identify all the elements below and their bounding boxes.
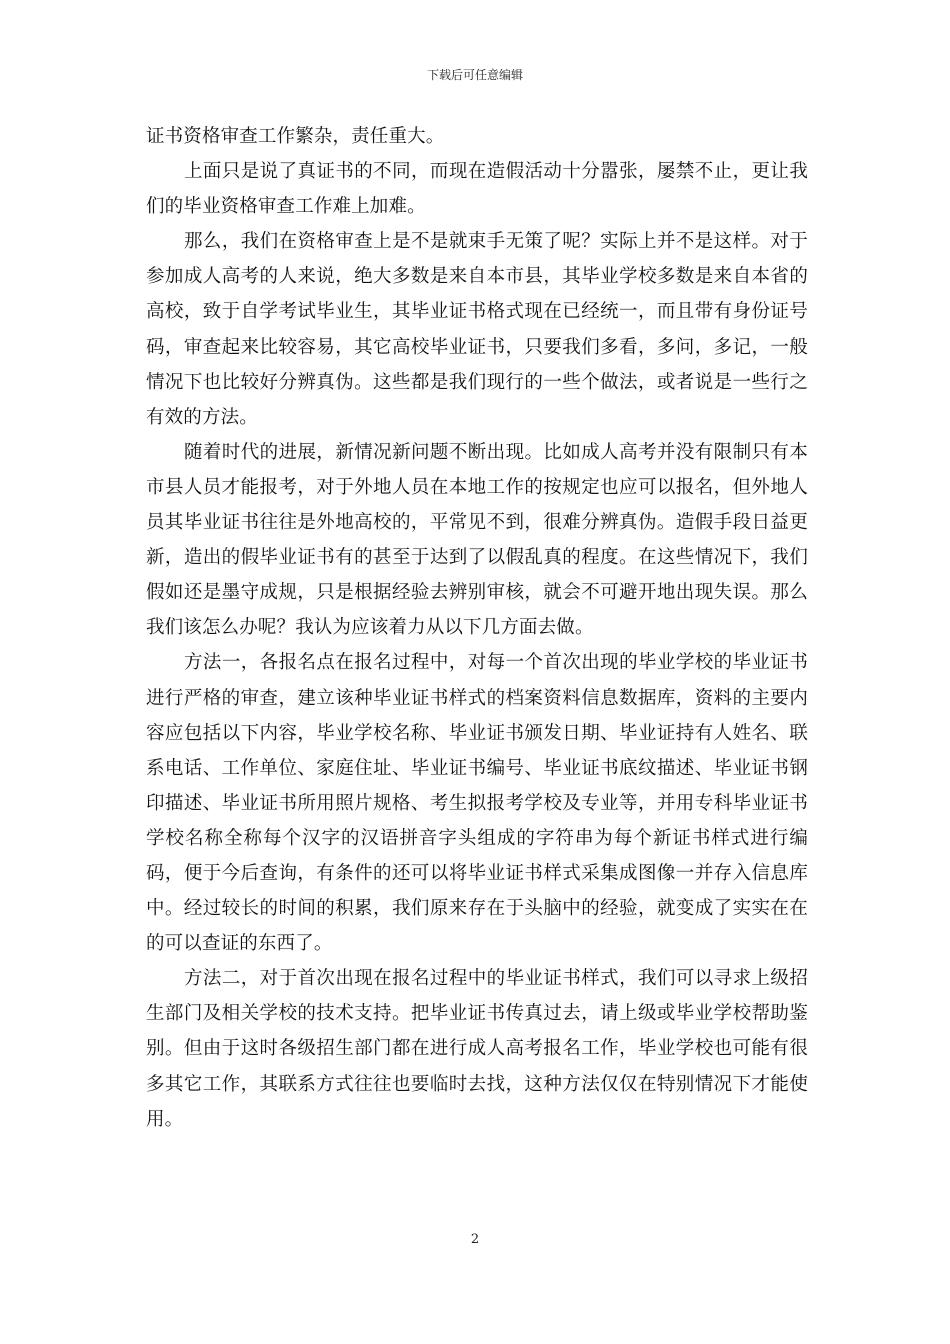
page-number: 2 xyxy=(470,1232,480,1247)
paragraph-method-two: 方法二，对于首次出现在报名过程中的毕业证书样式，我们可以寻求上级招生部门及相关学校的技术支持。把毕业证书传真过去，请上级或毕业学校帮助鉴别。但由于这时各级招生部门都在进行成人高考报名工作，毕业学校也可能有很多其它工作，其联系方式往往也要临时去找，这种方法仅仅在特别情况下才能使用。 xyxy=(146,968,808,1130)
paragraph-counterfeit-issue: 上面只是说了真证书的不同，而现在造假活动十分嚣张，屡禁不止，更让我们的毕业资格审查工作难上加难。 xyxy=(146,161,808,218)
paragraph-current-practice: 那么，我们在资格审查上是不是就束手无策了呢？实际上并不是这样。对于参加成人高考的人来说，绝大多数是来自本市县，其毕业学校多数是来自本省的高校，致于自学考试毕业生，其毕业证书格式现在已经统一，而且带有身份证号码，审查起来比较容易，其它高校毕业证书，只要我们多看，多问，多记，一般情况下也比较好分辨真伪。这些都是我们现行的一些个做法，或者说是一些行之有效的方法。 xyxy=(146,231,808,428)
paragraph-new-problems: 随着时代的进展，新情况新问题不断出现。比如成人高考并没有限制只有本市县人员才能报考，对于外地人员在本地工作的按规定也应可以报名，但外地人员其毕业证书往往是外地高校的，平常见不到，很难分辨真伪。造假手段日益更新，造出的假毕业证书有的甚至于达到了以假乱真的程度。在这些情况下，我们假如还是墨守成规，只是根据经验去辨别审核，就会不可避开地出现失误。那么我们该怎么办呢？我认为应该着力从以下几方面去做。 xyxy=(146,441,808,639)
document-body xyxy=(146,119,808,1137)
paragraph-method-one: 方法一，各报名点在报名过程中，对每一个首次出现的毕业学校的毕业证书进行严格的审查，建立该种毕业证书样式的档案资料信息数据库，资料的主要内容应包括以下内容，毕业学校名称、毕业证书颁发日期、毕业证持有人姓名、联系电话、工作单位、家庭住址、毕业证书编号、毕业证书底纹描述、毕业证书钢印描述、毕业证书所用照片规格、考生拟报考学校及专业等，并用专科毕业证书学校名称全称每个汉字的汉语拼音字头组成的字符串为每个新证书样式进行编码，便于今后查询，有条件的还可以将毕业证书样式采集成图像一并存入信息库中。经过较长的时间的积累，我们原来存在于头脑中的经验，就变成了实实在在的可以查证的东西了。 xyxy=(146,652,808,955)
paragraph-continuation: 证书资格审查工作繁杂，责任重大。 xyxy=(146,126,445,147)
page-header: 下载后可任意编辑 xyxy=(426,68,523,82)
